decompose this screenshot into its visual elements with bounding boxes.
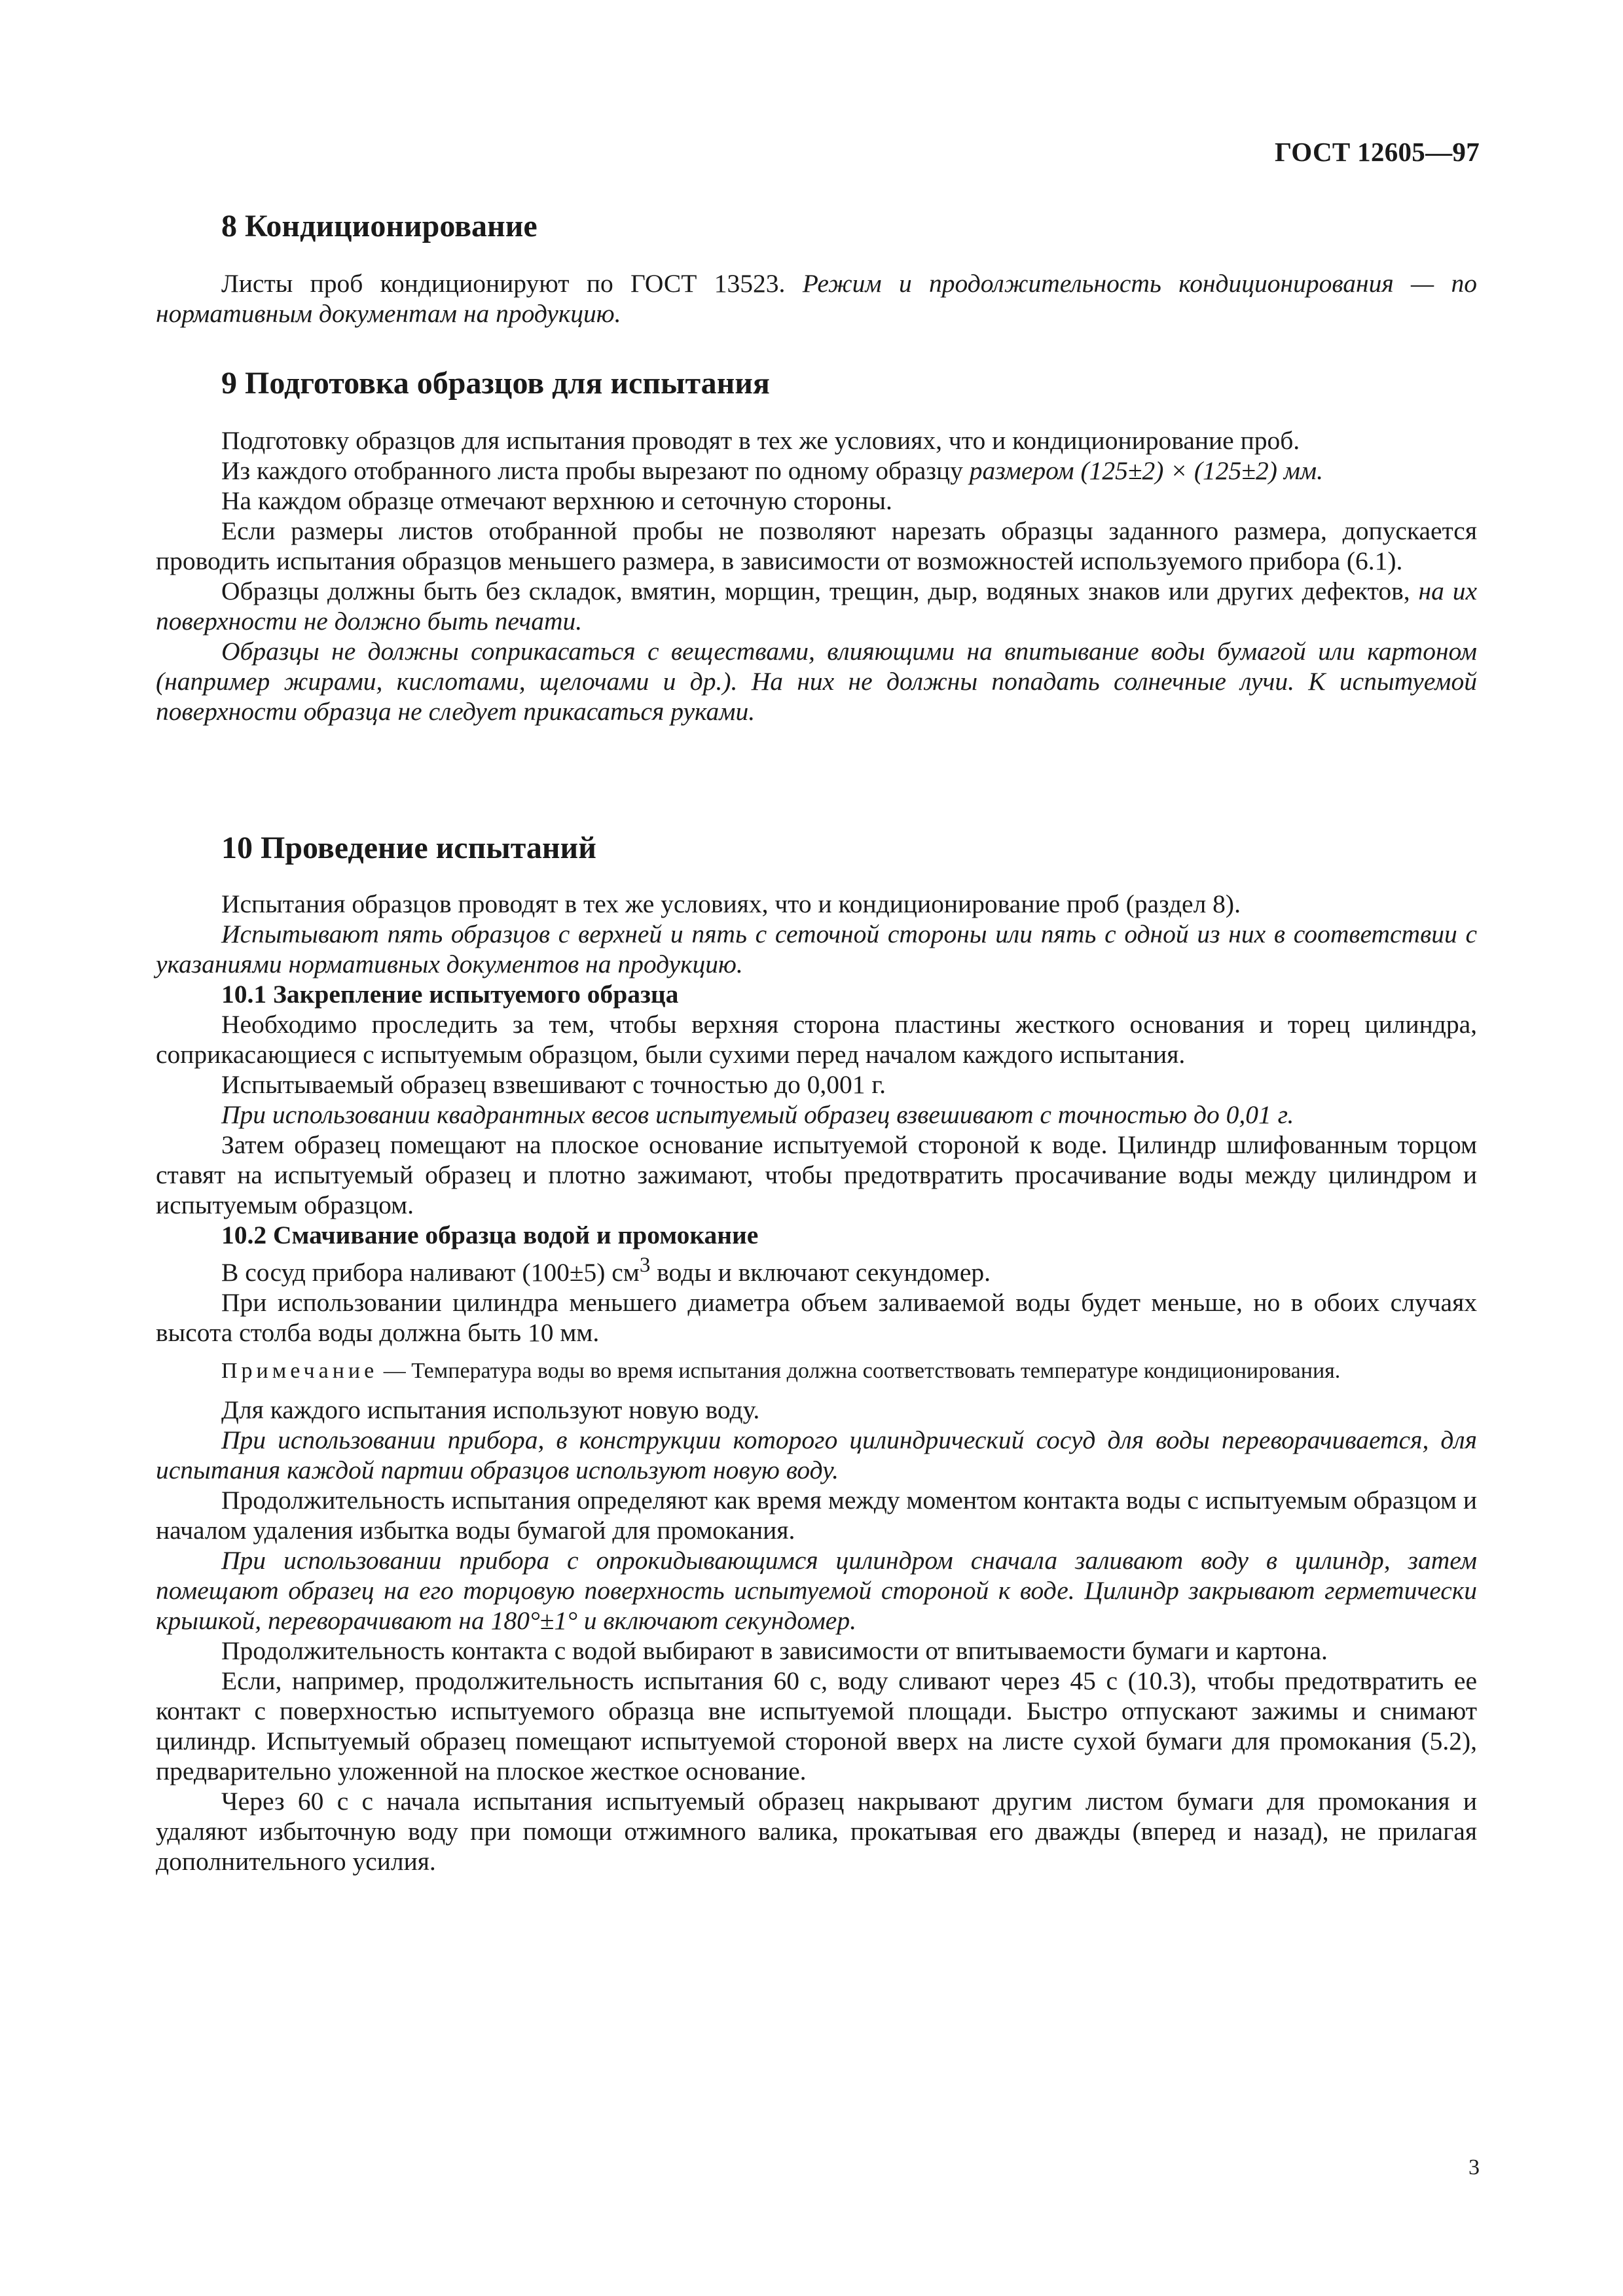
paragraph: Подготовку образцов для испытания проводят в тех же условиях, что и кондиционирование проб.	[221, 426, 1300, 455]
paragraph: Если, например, продолжительность испытания 60 с, воду сливают через 45 с (10.3), чтобы предотвратить ее контакт с поверхностью испытуемого образца вне испытуемой площади. Быстро отпускают зажимы и снимают цилиндр. Испытуемый образец помещают испытуемой стороной вверх на листе сухой бумаги для промокания (5.2), предварительно уложенной на плоское жесткое основание.	[156, 1666, 1477, 1786]
paragraph: Испытания образцов проводят в тех же условиях, что и кондиционирование проб (раздел 8).	[221, 889, 1241, 918]
paragraph: При использовании цилиндра меньшего диаметра объем заливаемой воды будет меньше, но в обоих случаях высота столба воды должна быть 10 мм.	[156, 1288, 1477, 1348]
subsection-10-2-title: 10.2 Смачивание образца водой и промокание	[221, 1221, 759, 1249]
standard-header: ГОСТ 12605—97	[1274, 137, 1480, 167]
paragraph: В сосуд прибора наливают (100±5) $см^3$ воды и включают секундомер.	[221, 1253, 991, 1287]
paragraph: Листы проб кондиционируют по ГОСТ 13523. Режим и продолжительность кондиционирования — по нормативным документам на продукцию.	[156, 269, 1477, 328]
page-number: 3	[1468, 2155, 1480, 2179]
paragraph: Если размеры листов отобранной пробы не позволяют нарезать образцы заданного размера, допускается проводить испытания образцов меньшего размера, в зависимости от возможностей используемого прибора (6.1).	[156, 516, 1477, 575]
paragraph: При использовании квадрантных весов испытуемый образец взвешивают с точностью до 0,01 г.	[221, 1100, 1294, 1129]
section-10-title: 10 Проведение испытаний	[221, 831, 596, 865]
section-9-title: 9 Подготовка образцов для испытания	[221, 366, 770, 401]
paragraph: На каждом образце отмечают верхнюю и сеточную стороны.	[221, 486, 892, 515]
paragraph: При использовании прибора с опрокидывающимся цилиндром сначала заливают воду в цилиндр, затем помещают образец на его торцовую поверхность испытуемой стороной к воде. Цилиндр закрывают герметически крышкой, переворачивают на 180°±1° и включают секундомер.	[156, 1546, 1477, 1636]
paragraph: Образцы не должны соприкасаться с веществами, влияющими на впитывание воды бумагой или картоном (например жирами, кислотами, щелочами и др.). На них не должны попадать солнечные лучи. К испытуемой поверхности образца не следует прикасаться руками.	[156, 637, 1477, 726]
note: Примечание — Температура воды во время испытания должна соответствовать температуре кондиционирования.	[221, 1359, 1341, 1384]
paragraph: Через 60 с с начала испытания испытуемый образец накрывают другим листом бумаги для промокания и удаляют избыточную воду при помощи отжимного валика, прокатывая его дважды (вперед и назад), не прилагая дополнительного усилия.	[156, 1787, 1477, 1876]
subsection-10-1-title: 10.1 Закрепление испытуемого образца	[221, 980, 679, 1009]
paragraph: Испытываемый образец взвешивают с точностью до 0,001 г.	[221, 1070, 886, 1099]
paragraph: Затем образец помещают на плоское основание испытуемой стороной к воде. Цилиндр шлифованным торцом ставят на испытуемый образец и плотно зажимают, чтобы предотвратить просачивание воды между цилиндром и испытуемым образцом.	[156, 1130, 1477, 1219]
paragraph: Необходимо проследить за тем, чтобы верхняя сторона пластины жесткого основания и торец цилиндра, соприкасающиеся с испытуемым образцом, были сухими перед началом каждого испытания.	[156, 1010, 1477, 1069]
paragraph: Для каждого испытания используют новую воду.	[221, 1395, 760, 1425]
paragraph: Образцы должны быть без складок, вмятин, морщин, трещин, дыр, водяных знаков или других дефектов, на их поверхности не должно быть печати.	[156, 577, 1477, 636]
paragraph: Испытывают пять образцов с верхней и пять с сеточной стороны или пять с одной из них в соответствии с указаниями нормативных документов на продукцию.	[156, 920, 1477, 978]
paragraph: Из каждого отобранного листа пробы вырезают по одному образцу размером (125±2) × (125±2) мм.	[221, 456, 1324, 485]
section-8-body	[156, 268, 1477, 329]
section-9-body	[156, 425, 1477, 726]
section-10-body	[156, 889, 1477, 1876]
section-8-title: 8 Кондиционирование	[221, 209, 538, 243]
paragraph: Продолжительность испытания определяют как время между моментом контакта воды с испытуемым образцом и началом удаления избытка воды бумагой для промокания.	[156, 1486, 1477, 1545]
paragraph: При использовании прибора, в конструкции которого цилиндрический сосуд для воды переворачивается, для испытания каждой партии образцов используют новую воду.	[156, 1426, 1477, 1485]
paragraph: Продолжительность контакта с водой выбирают в зависимости от впитываемости бумаги и картона.	[221, 1636, 1328, 1666]
